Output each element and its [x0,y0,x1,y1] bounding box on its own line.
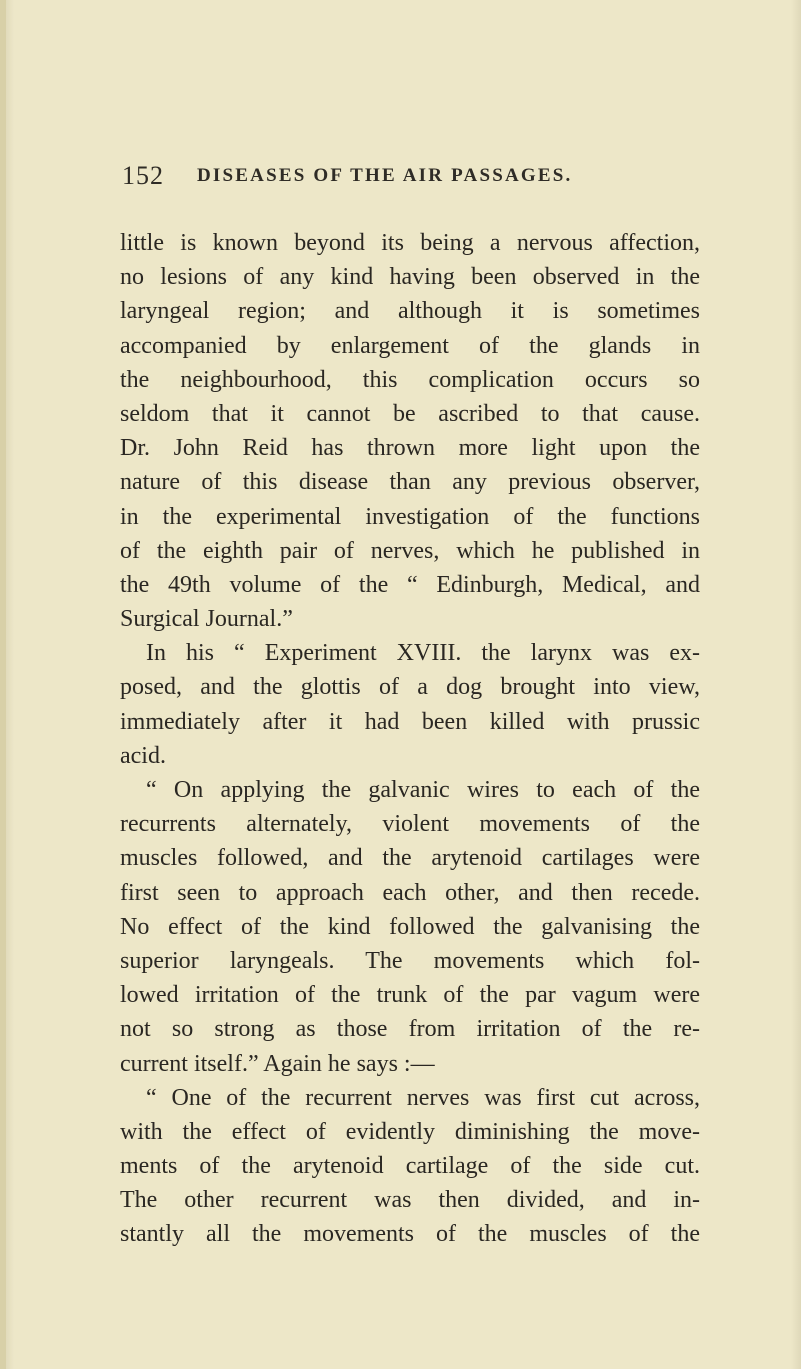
text-line: immediately after it had been killed with prussic [120,708,700,735]
text-line: seldom that it cannot be ascribed to that cause. [120,400,700,427]
running-head: DISEASES OF THE AIR PASSAGES. [197,165,573,186]
text-line: the neighbourhood, this complication occurs so [120,366,700,393]
text-line: current itself.” Again he says :— [120,1050,435,1077]
text-line: with the effect of evidently diminishing the move- [120,1118,700,1145]
text-line: Surgical Journal.” [120,606,293,633]
text-line: stantly all the movements of the muscles of the [120,1221,700,1248]
page-number: 152 [122,161,164,190]
text-line: nature of this disease than any previous observer, [120,469,700,496]
text-line: superior laryngeals. The movements which fol- [120,947,700,974]
text-line: recurrents alternately, violent movements of the [120,811,700,838]
text-line: acid. [120,742,166,769]
text-line: “ On applying the galvanic wires to each of the [146,777,700,803]
text-line: in the experimental investigation of the functions [120,503,700,530]
text-line: In his “ Experiment XVIII. the larynx was ex- [146,640,700,667]
text-line: “ One of the recurrent nerves was first cut across, [146,1084,700,1111]
text-line: muscles followed, and the arytenoid cartilages were [120,845,700,872]
text-line: the 49th volume of the “ Edinburgh, Medical, and [120,571,700,598]
text-line: of the eighth pair of nerves, which he published in [120,537,700,564]
text-line: first seen to approach each other, and then recede. [120,879,700,906]
text-line: little is known beyond its being a nervous affection, [120,230,700,256]
body-text [120,226,700,1252]
text-line: lowed irritation of the trunk of the par vagum were [120,982,700,1009]
text-line: The other recurrent was then divided, and in- [120,1187,700,1214]
text-line: posed, and the glottis of a dog brought into view, [120,674,700,701]
text-line: No effect of the kind followed the galvanising the [120,913,700,940]
text-line: accompanied by enlargement of the glands in [120,332,700,359]
page-edge [0,0,6,1369]
text-line: no lesions of any kind having been observed in the [120,264,700,291]
text-line: ments of the arytenoid cartilage of the side cut. [120,1153,700,1180]
page-header [122,161,682,193]
text-line: Dr. John Reid has thrown more light upon the [120,435,700,462]
text-line: not so strong as those from irritation of the re- [120,1016,700,1043]
text-line: laryngeal region; and although it is sometimes [120,298,700,325]
